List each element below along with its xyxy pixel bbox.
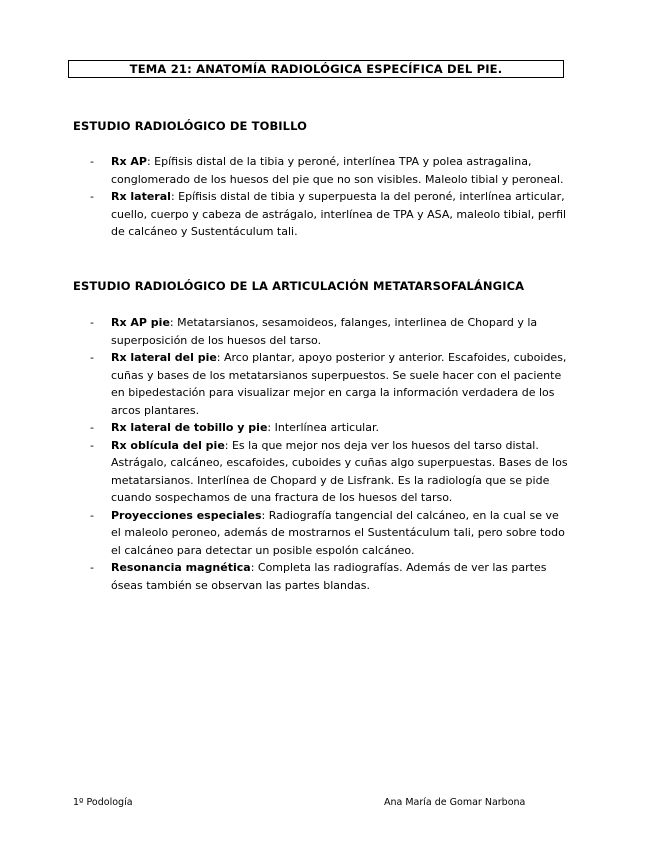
list-item-rx-ap (90, 153, 568, 188)
dash-bullet: - (90, 561, 94, 574)
item-text: : Epífisis distal de tibia y superpuesta la del peroné, interlínea articular, cuello, cuerpo y cabeza de astrágalo, interlínea de TPA y ASA, maleolo tibial, perfil de calcáneo y Sustentáculum tali. (111, 190, 567, 238)
footer-course: 1º Podología (73, 797, 133, 808)
list-tobillo (90, 153, 568, 241)
item-term: Proyecciones especiales (111, 508, 262, 522)
list-item-rx-lateral-pie (90, 349, 568, 419)
dash-bullet: - (90, 155, 94, 168)
dash-bullet: - (90, 438, 94, 452)
list-metatarsofalangica (90, 314, 568, 594)
footer-author: Ana María de Gomar Narbona (384, 797, 526, 808)
list-item-resonancia-magnetica (90, 559, 568, 594)
dash-bullet: - (90, 421, 94, 434)
item-text: : Arco plantar, apoyo posterior y anterior. Escafoides, cuboides, cuñas y bases de los metatarsianos superpuestos. Se suele hacer con el paciente en bipedestación para visualizar mejor en carga la información verdadera de los arcos plantares. (111, 351, 567, 417)
item-text: : Es la que mejor nos deja ver los huesos del tarso distal. Astrágalo, calcáneo, escafoides, cuboides y cuñas algo superpuestas. Bases de los metatarsianos. Interlínea de Chopard y de Lisfrank. Es la radiología que se pide cuando sospechamos de una fractura de los huesos del tarso. (111, 438, 568, 504)
item-text: : Epífisis distal de la tibia y peroné, interlínea TPA y polea astragalina, conglomerado de los huesos del pie que no son visibles. Maleolo tibial y peroneal. (111, 155, 564, 186)
list-item-rx-ap-pie (90, 314, 568, 349)
item-term: Rx AP (111, 155, 147, 168)
item-term: Resonancia magnética (111, 561, 251, 574)
dash-bullet: - (90, 351, 94, 364)
dash-bullet: - (90, 190, 94, 203)
document-title: TEMA 21: ANATOMÍA RADIOLÓGICA ESPECÍFICA DEL PIE. (68, 60, 564, 78)
dash-bullet: - (90, 508, 94, 522)
item-text: : Metatarsianos, sesamoideos, falanges, interlinea de Chopard y la superposición de los huesos del tarso. (111, 316, 538, 347)
list-item-rx-lateral (90, 188, 568, 241)
item-term: Rx lateral del pie (111, 351, 217, 364)
dash-bullet: - (90, 316, 94, 329)
item-term: Rx lateral de tobillo y pie (111, 421, 268, 434)
section-heading-tobillo: ESTUDIO RADIOLÓGICO DE TOBILLO (73, 119, 308, 133)
item-term: Rx AP pie (111, 316, 170, 329)
item-term: Rx oblícula del pie (111, 438, 225, 452)
section-heading-metatarsofalangica: ESTUDIO RADIOLÓGICO DE LA ARTICULACIÓN METATARSOFALÁNGICA (73, 279, 525, 293)
item-text: : Radiografía tangencial del calcáneo, en la cual se ve el maleolo peroneo, además de mostrarnos el Sustentáculum tali, pero sobre todo el calcáneo para detectar un posible espolón calcáneo. (111, 508, 565, 557)
list-item-rx-oblicua-pie (90, 437, 568, 507)
item-term: Rx lateral (111, 190, 171, 203)
list-item-rx-lateral-tobillo-pie (90, 419, 568, 437)
list-item-proyecciones-especiales (90, 507, 568, 560)
item-text: : Completa las radiografías. Además de ver las partes óseas también se observan las partes blandas. (111, 561, 547, 592)
item-text: : Interlínea articular. (267, 421, 379, 434)
